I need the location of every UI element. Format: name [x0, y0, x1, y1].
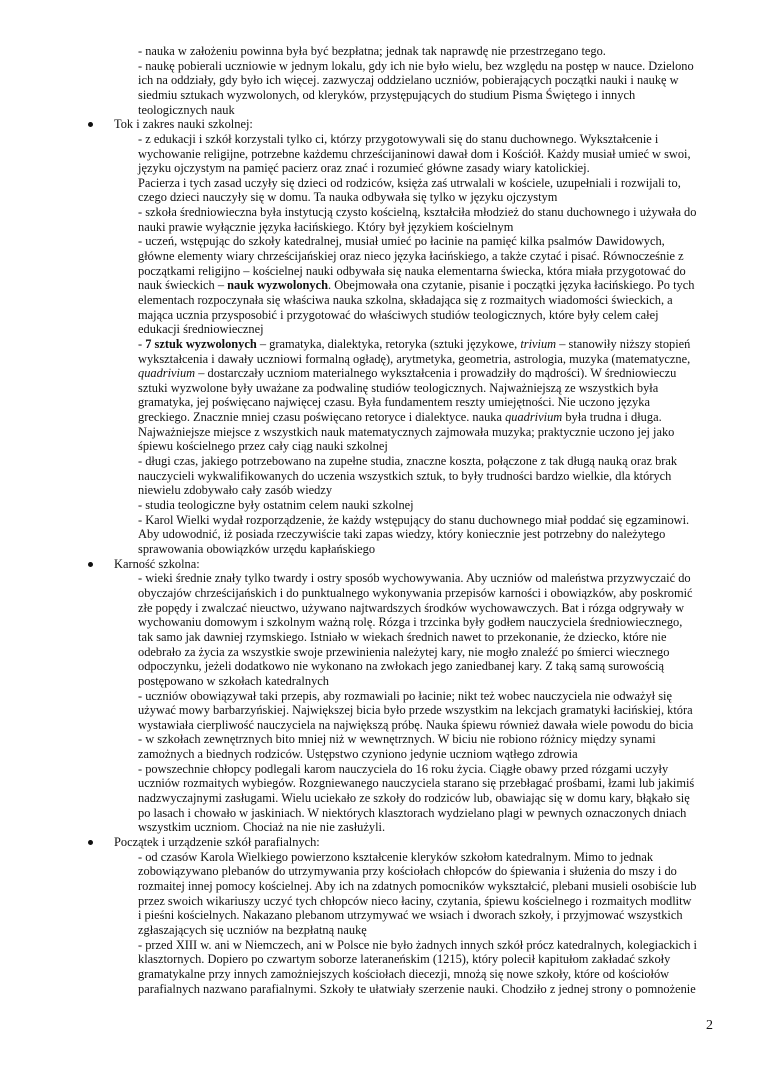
text-line: - studia teologiczne były ostatnim celem nauki szkolnej	[138, 497, 414, 512]
text-line: greckiego. Znacznie mniej czasu poświęcano retoryce i dialektyce. nauka quadrivium była trudna i długa.	[138, 410, 662, 425]
text-line: po lasach i chowało w jaskiniach. W niektórych klasztorach wydzielano plagi w pewnych oznaczonych dniach	[138, 805, 687, 820]
paragraph	[138, 850, 712, 996]
text-line: nauczycieli wykwalifikowanych do uczenia wszystkich sztuk, to były trudności bardzo wielkie, dla których	[138, 468, 672, 483]
text-line: quadrivium – dostarczały uczniom materialnego wykształcenia i prowadziły do mądrości). W średniowieczu	[138, 366, 677, 381]
text-line: sprawowania obowiązków urzędu kapłańskiego	[138, 541, 376, 556]
section-heading: Początek i urządzenie szkół parafialnych:	[114, 835, 320, 850]
text-line: przez swoich wikariuszy uczyć tych chłopców nieco łaciny, czytania, śpiewu kościelnego i rozmaitych modlitw	[138, 893, 692, 908]
text-line: czego dzieci nauczyły się w domu. Ta nauka odbywała się tylko w języku ojczystym	[138, 190, 558, 205]
text-line: - powszechnie chłopcy podlegali karom nauczyciela do 16 roku życia. Ciągłe obawy przed rózgami uczyły	[138, 761, 669, 776]
text-line: nadzwyczajnymi zasługami. Wielu uciekało ze szkoły do rodziców lub, obawiając się w domu kary, błąkało się	[138, 791, 690, 805]
text-line: elementach rozpoczynała się właściwa nauka szkolna, składająca się z rozmaitych wiadomości świeckich, a	[138, 292, 673, 307]
text-line: - Karol Wielki wydał rozporządzenie, że każdy wstępujący do stanu duchownego miał poddać się egzaminowi.	[138, 512, 690, 527]
text-line: wystawiała cierpliwość nauczyciela na największą próbę. Nauka śpiewu również dawała wiele powodu do bicia	[138, 717, 694, 732]
text-line: - 7 sztuk wyzwolonych – gramatyka, dialektyka, retoryka (sztuki językowe, trivium – stanowiły niższy stopień	[138, 336, 691, 351]
text-line: zamożnych a biednych rodziców. Ustępstwo czyniono jedynie uczniom wątłego zdrowia	[138, 747, 578, 762]
text-line: postępowano w szkołach katedralnych	[138, 673, 329, 688]
text-line: złe popędy i zwalczać nieuctwo, używano najtwardszych środków wychowawczych. Bat i rózga odgrywały w	[138, 600, 685, 615]
text-line: parafialnych nazwano parafialnymi. Szkoły te ułatwiały szerzenie nauki. Chodziło z jednej strony o pomnożenie	[138, 981, 696, 996]
text-line: obyczajów chrześcijańskich i do punktualnego wykonywania przepisów karności i obowiązków, aby poskromić	[138, 586, 693, 601]
text-line: zgłaszających się uczniów na bezpłatną naukę	[138, 922, 367, 937]
text-line: - nauka w założeniu powinna była być bezpłatna; jednak tak naprawdę nie przestrzegano tego.	[138, 44, 606, 58]
text-line: - z edukacji i szkół korzystali tylko ci, którzy przygotowywali się do stanu duchownego. Wykształcenie i	[138, 131, 659, 146]
text-line: zobowiązywano plebanów do utrzymywania przy kościołach chłopców do śpiewania i służenia do mszy i do	[138, 864, 677, 879]
text-line: języku ojczystym na pamięć pacierz oraz znać i rozumieć główne zasady wiary katolickiej.	[138, 161, 590, 176]
paragraph	[138, 44, 712, 117]
text-line: gramatyka, jej poświęcano najwięcej czasu. Była fundamentem reszty umiejętności. Nie uczono języka	[138, 395, 650, 410]
text-line: - uczeń, wstępując do szkoły katedralnej, musiał umieć po łacinie na pamięć kilka psalmów Dawidowych,	[138, 234, 665, 249]
text-line: gramatykalne przy innych zamożniejszych kościołach diecezji, mnożą się nowe szkoły, które od kościołów	[138, 966, 670, 981]
text-line: początkami religijno – kościelnej nauki odbywała się nauka elementarna świecka, która miała przygotować do	[138, 263, 686, 278]
text-line: - długi czas, jakiego potrzebowano na zupełne studia, znaczne koszta, połączone z tak długą nauką oraz brak	[138, 453, 678, 468]
text-line: tak samo jak dawniej rzymskiego. Istniało w wiekach średnich nawet to przekonanie, że dziecko, które nie	[138, 629, 667, 644]
text-line: główne elementy wiary chrześcijańskiej oraz nieco języka łacińskiego, a także czytać i pisać. Równocześnie z	[138, 249, 684, 264]
text-line: odpoczynku, jeżeli dodatkowo nie wykonano na zwłokach jego zaniedbanej kary. Z taką samą surowością	[138, 659, 664, 674]
text-line: nauk świeckich – nauk wyzwolonych. Obejmowała ona czytanie, pisanie i początki języka łacińskiego. Po tych	[138, 278, 695, 293]
text-line: wszystkim uczniom. Chociaż na nie nie zasłużyli.	[138, 820, 386, 835]
bullet-dot-icon	[88, 562, 93, 567]
text-line: wychowaniu domowym i szkolnym ważną rolę. Rózga i trzcinka były godłem nauczyciela średniowiecznego,	[138, 615, 683, 630]
text-line: śpiewu kościelnego przez cały ciąg nauki szkolnej	[138, 439, 388, 454]
text-line: nauki prawie wyłącznie języka łacińskiego. Który był językiem kościelnym	[138, 219, 514, 234]
text-line: Najważniejsze miejsce z wszystkich nauk matematycznych zajmowała muzyka; praktycznie uczono jej jako	[138, 424, 675, 439]
text-line: ich na oddziały, gdy było ich więcej. zazwyczaj oddzielano uczniów, pobierających początki nauki i naukę w	[138, 73, 679, 88]
text-line: teologicznych nauk	[138, 102, 235, 117]
text-line: wychowanie religijne, potrzebne każdemu chrześcijaninowi dawał dom i Kościół. Każdy musiał umieć w swoi,	[138, 146, 691, 161]
page-number: 2	[706, 1018, 713, 1033]
paragraph	[138, 132, 712, 557]
text-line: sztuki wyzwolone były uważane za podwalinę studiów teologicznych. Najważniejszą ze wszystkich była	[138, 380, 659, 395]
text-line: - szkoła średniowieczna była instytucją czysto kościelną, kształciła młodzież do stanu duchownego i używała do	[138, 205, 697, 220]
text-line: edukacji średniowiecznej	[138, 322, 264, 337]
text-line: - w szkołach zewnętrznych bito mniej niż w wewnętrznych. W biciu nie robiono różnicy między synami	[138, 732, 656, 747]
text-line: mająca ucznia przysposobić i przygotować do właściwych studiów teologicznych, które były celem całej	[138, 307, 659, 322]
paragraph	[138, 571, 712, 835]
text-line: - od czasów Karola Wielkiego powierzono kształcenie kleryków szkołom katedralnym. Mimo to jednak	[138, 849, 654, 864]
text-line: - przed XIII w. ani w Niemczech, ani w Polsce nie było żadnych innych szkół prócz katedralnych, kolegiackich i	[138, 937, 697, 952]
section-heading: Tok i zakres nauki szkolnej:	[114, 117, 253, 132]
text-line: siedmiu sztukach wyzwolonych, od kleryków, przystępujących do studium Pisma Świętego i innych	[138, 87, 636, 102]
text-line: Aby udowodnić, iż posiada rzeczywiście taki zapas wiedzy, który koniecznie jest potrzebny do należytego	[138, 527, 666, 542]
text-line: rozmaitej innej pomocy kościelnej. Aby ich na zdatnych pomocników wykształcić, plebani musieli osobiście lub	[138, 879, 697, 894]
bullet-dot-icon	[88, 122, 93, 127]
text-line: używać mowy barbarzyńskiej. Największej bicia było przede wszystkim na lekcjach gramatyki łacińskiej, która	[138, 703, 693, 718]
text-line: wykształcenia i dawały uczniowi formalną ogładę), arytmetyka, geometria, astrologia, muzyka (matematyczne,	[138, 351, 691, 366]
text-line: - wieki średnie znały tylko twardy i ostry sposób wychowywania. Aby uczniów od maleństwa przyzwyczaić do	[138, 571, 691, 586]
bullet-dot-icon	[88, 840, 93, 845]
text-line: odebrało za życia za wszystkie swoje przewinienia należytej kary, nie mogło znaleźć po śmierci wiecznego	[138, 644, 670, 659]
text-line: uczniów rozmaitych wybiegów. Rozgniewanego nauczyciela starano się przebłagać prośbami, łzami lub jakimiś	[138, 776, 695, 791]
text-line: i pieśni kościelnych. Nakazano plebanom utrzymywać we wsiach i dworach szkoły, i przyjmować wszystkich	[138, 908, 683, 923]
text-line: - naukę pobierali uczniowie w jednym lokalu, gdy ich nie było wielu, bez względu na postęp w nauce. Dzielono	[138, 58, 694, 73]
section-heading: Karność szkolna:	[114, 556, 200, 571]
text-line: Pacierza i tych zasad uczyły się dzieci od rodziców, księża zaś utrwalali w kościele, uzupełniali i rozwijali to,	[138, 175, 681, 190]
text-line: klasztornych. Dopiero po czwartym soborze lateraneńskim (1215), który polecił kapitułom zakładać szkoły	[138, 952, 671, 967]
text-line: niewielu zdobywało cały zasób wiedzy	[138, 483, 333, 498]
text-line: - uczniów obowiązywał taki przepis, aby rozmawiali po łacinie; nikt też wobec nauczyciela nie odważył się	[138, 688, 672, 703]
